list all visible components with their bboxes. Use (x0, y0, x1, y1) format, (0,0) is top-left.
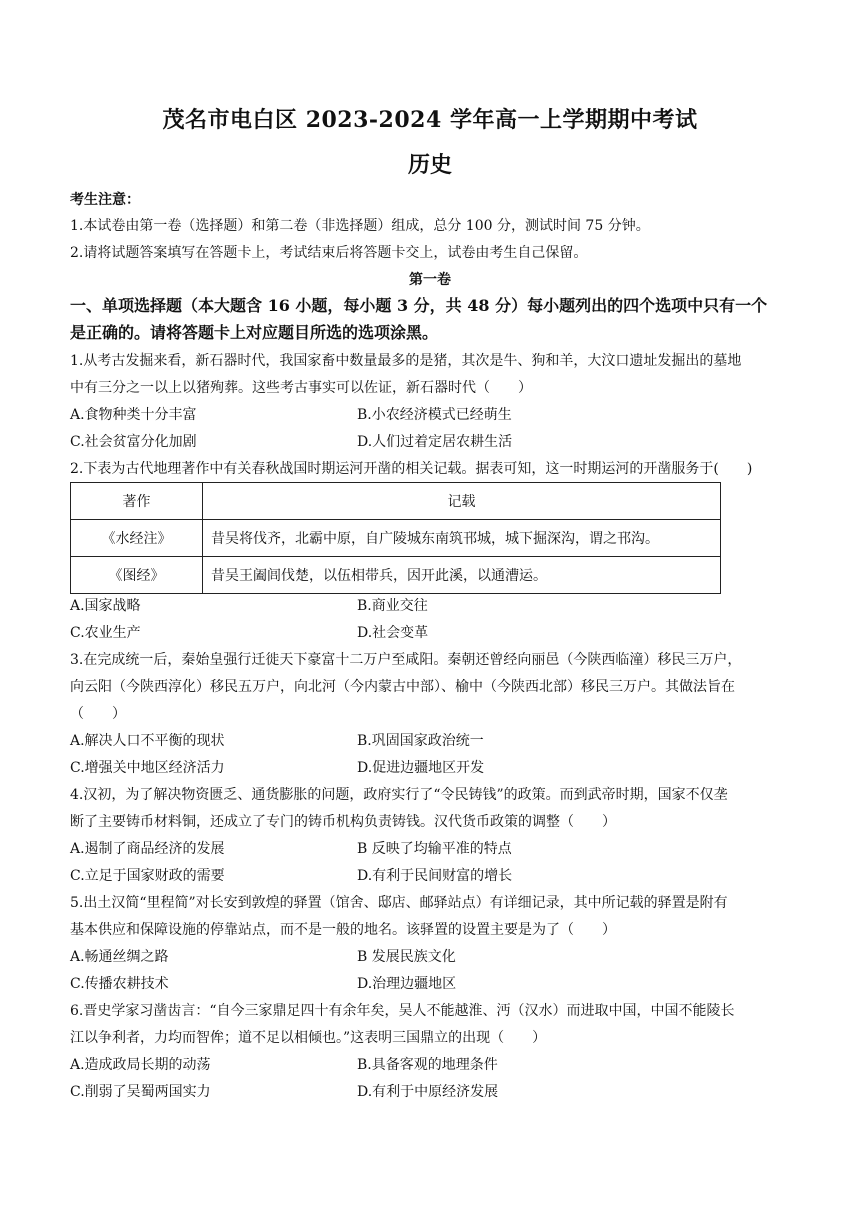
table-cell-record: 昔吴将伐齐，北霸中原，自广陵城东南筑邗城，城下掘深沟，谓之邗沟。 (203, 520, 721, 557)
table-header-work: 著作 (71, 483, 203, 520)
exam-title: 茂名市电白区 2023-2024 学年高一上学期期中考试 (162, 107, 698, 133)
question-1-option-d: D.人们过着定居农耕生活 (357, 434, 513, 450)
question-4-text-line-2: 断了主要铸币材料铜，还成立了专门的铸币机构负责铸钱。汉代货币政策的调整（ ） (70, 814, 616, 830)
question-5-option-d: D.治理边疆地区 (357, 976, 457, 992)
question-3-text-line-3: （ ） (70, 706, 126, 722)
table-header-record: 记载 (203, 483, 721, 520)
question-5-text-line-1: 5.出土汉简“里程简”对长安到敦煌的驿置（馆舍、邸店、邮驿站点）有详细记录，其中所记载的驿置是附有 (70, 895, 728, 911)
question-1-text-line-1: 1.从考古发掘来看，新石器时代，我国家畜中数量最多的是猪，其次是牛、狗和羊，大汶口遗址发掘出的墓地 (70, 353, 742, 369)
question-3-option-a: A.解决人口不平衡的现状 (70, 733, 225, 749)
table-row (71, 557, 721, 594)
question-2-option-d: D.社会变革 (357, 625, 429, 641)
notice-heading: 考生注意： (70, 192, 140, 208)
question-6-text-line-2: 江以争利者，力均而智侔；道不足以相倾也。”这表明三国鼎立的出现（ ） (70, 1030, 547, 1046)
question-6-option-a: A.造成政局长期的动荡 (70, 1057, 211, 1073)
question-4-option-b: B 反映了均输平准的特点 (357, 841, 512, 857)
question-4-option-c: C.立足于国家财政的需要 (70, 868, 225, 884)
question-6-text-line-1: 6.晋史学家习凿齿言：“自今三家鼎足四十有余年矣，吴人不能越淮、沔（汉水）而进取中国，中国不能陵长 (70, 1003, 735, 1019)
canal-records-table (70, 482, 721, 594)
question-5-text-line-2: 基本供应和保障设施的停靠站点，而不是一般的地名。该驿置的设置主要是为了（ ） (70, 922, 616, 938)
question-6-option-b: B.具备客观的地理条件 (357, 1057, 498, 1073)
question-3-option-b: B.巩固国家政治统一 (357, 733, 484, 749)
question-6-option-c: C.削弱了吴蜀两国实力 (70, 1084, 211, 1100)
question-3-option-d: D.促进边疆地区开发 (357, 760, 485, 776)
question-3-option-c: C.增强关中地区经济活力 (70, 760, 225, 776)
question-4-text-line-1: 4.汉初，为了解决物资匮乏、通货膨胀的问题，政府实行了“令民铸钱”的政策。而到武帝时期，国家不仅垄 (70, 787, 728, 803)
question-4-option-a: A.遏制了商品经济的发展 (70, 841, 225, 857)
table-row (71, 520, 721, 557)
notice-item-1: 1.本试卷由第一卷（选择题）和第二卷（非选择题）组成，总分 100 分，测试时间 75 分钟。 (70, 218, 650, 234)
question-5-option-c: C.传播农耕技术 (70, 976, 169, 992)
question-5-option-b: B 发展民族文化 (357, 949, 456, 965)
question-1-text-line-2: 中有三分之一以上以猪殉葬。这些考古事实可以佐证，新石器时代（ ） (70, 380, 532, 396)
volume-heading: 第一卷 (409, 272, 451, 288)
question-2-option-c: C.农业生产 (70, 625, 141, 641)
question-2-text-line-1: 2.下表为古代地理著作中有关春秋战国时期运河开凿的相关记载。据表可知，这一时期运河的开凿服务于( ) (70, 461, 753, 477)
notice-item-2: 2.请将试题答案填写在答题卡上，考试结束后将答题卡交上，试卷由考生自己保留。 (70, 245, 588, 261)
question-3-text-line-2: 向云阳（今陕西淳化）移民五万户，向北河（今内蒙古中部）、榆中（今陕西北部）移民三万户。其做法旨在 (70, 679, 735, 695)
table-header-row (71, 483, 721, 520)
table-cell-work: 《水经注》 (71, 520, 203, 557)
question-2-option-b: B.商业交往 (357, 598, 428, 614)
section-instruction-line-1: 一、单项选择题（本大题含 16 小题，每小题 3 分，共 48 分）每小题列出的四个选项中只有一个 (70, 296, 768, 315)
question-6-option-d: D.有利于中原经济发展 (357, 1084, 499, 1100)
section-instruction-line-2: 是正确的。请将答题卡上对应题目所选的选项涂黑。 (70, 323, 439, 342)
table-cell-record: 昔吴王阖闾伐楚，以伍相带兵，因开此溪，以通漕运。 (203, 557, 721, 594)
exam-subject: 历史 (407, 152, 452, 178)
question-1-option-b: B.小农经济模式已经萌生 (357, 407, 512, 423)
table-cell-work: 《图经》 (71, 557, 203, 594)
question-4-option-d: D.有利于民间财富的增长 (357, 868, 513, 884)
question-2-option-a: A.国家战略 (70, 598, 141, 614)
question-1-option-a: A.食物种类十分丰富 (70, 407, 197, 423)
question-5-option-a: A.畅通丝绸之路 (70, 949, 169, 965)
question-1-option-c: C.社会贫富分化加剧 (70, 434, 197, 450)
question-3-text-line-1: 3.在完成统一后，秦始皇强行迁徙天下豪富十二万户至咸阳。秦朝还曾经向丽邑（今陕西临潼）移民三万户， (70, 652, 742, 668)
